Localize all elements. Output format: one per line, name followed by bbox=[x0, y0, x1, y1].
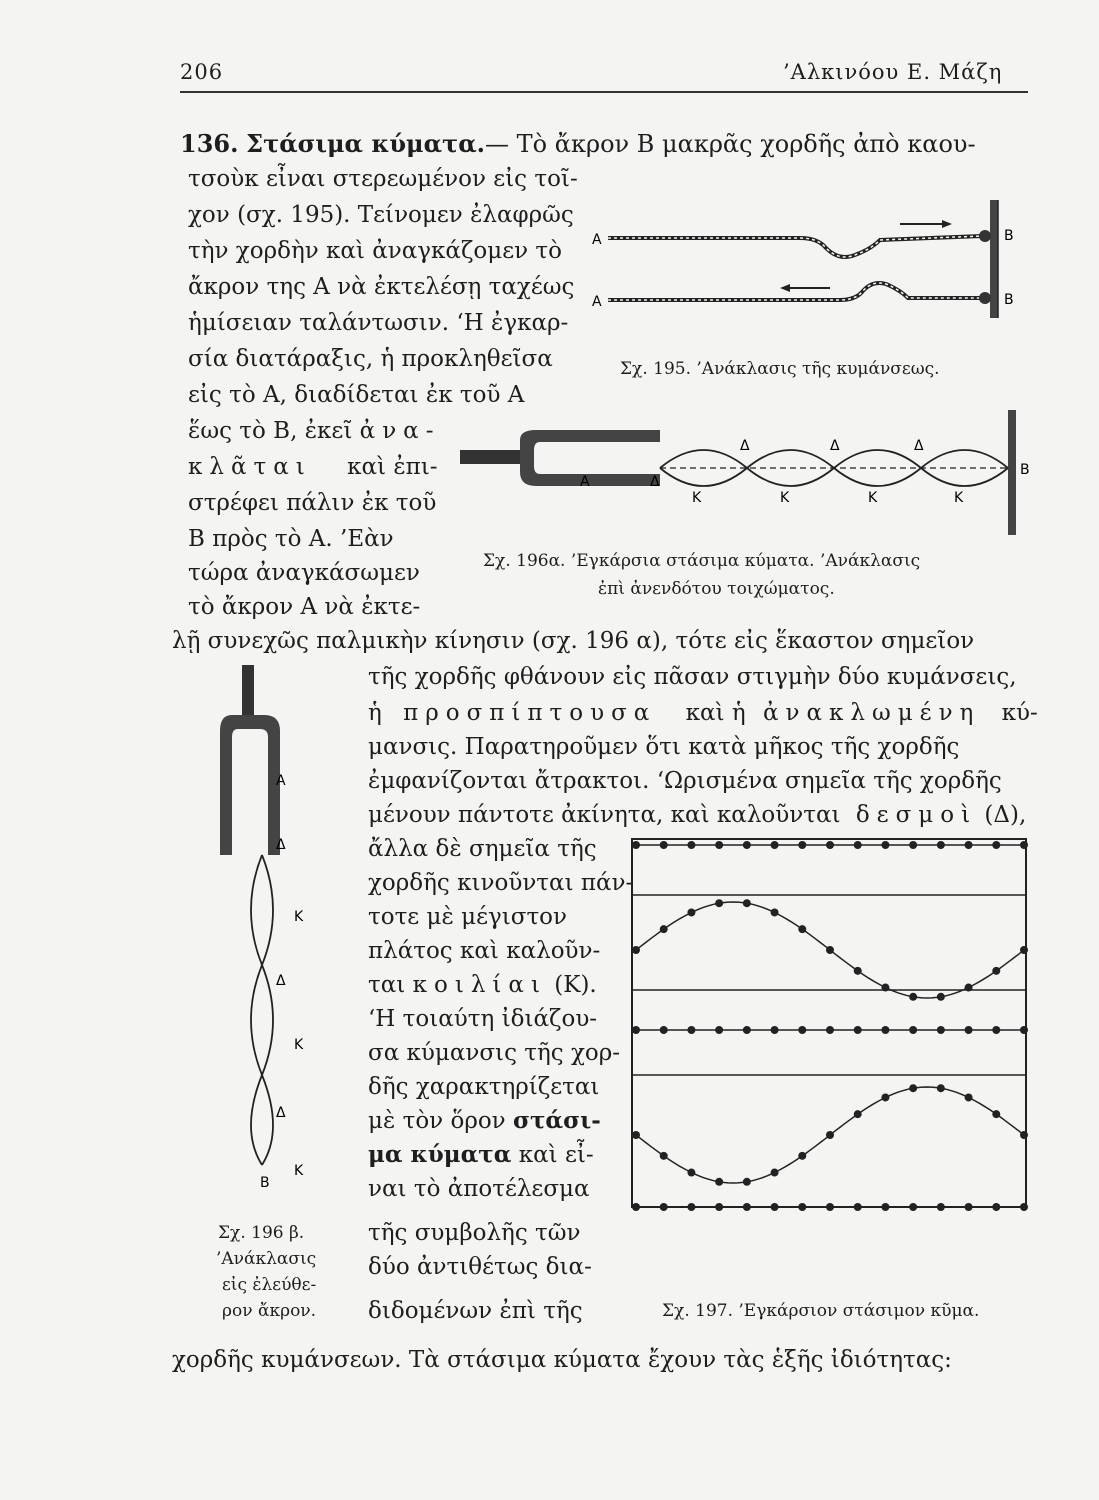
bead bbox=[992, 967, 1000, 975]
bead bbox=[798, 841, 806, 849]
tuning-fork-prongs bbox=[220, 715, 280, 855]
body-line: τοτε μὲ μέγιστον bbox=[368, 904, 568, 930]
bead bbox=[909, 1203, 917, 1211]
body-line: σα κύμανσις τῆς χορ- bbox=[368, 1040, 621, 1066]
body-text: κύ- bbox=[1001, 700, 1038, 726]
figure-197 bbox=[628, 835, 1033, 1215]
body-line: ἄλλα δὲ σημεῖα τῆς bbox=[368, 836, 597, 862]
bead bbox=[881, 841, 889, 849]
body-line: διδομένων ἐπὶ τῆς bbox=[368, 1298, 583, 1324]
body-line: Τὸ ἄκρον Β μακρᾶς χορδῆς ἀπὸ καου- bbox=[516, 130, 976, 158]
body-line: ναι τὸ ἀποτέλεσμα bbox=[368, 1176, 590, 1202]
bead bbox=[632, 1203, 640, 1211]
body-text: μὲ τὸν ὅρον bbox=[368, 1108, 506, 1134]
bead bbox=[1020, 946, 1028, 954]
bead bbox=[992, 841, 1000, 849]
body-line: τώρα ἀναγκάσωμεν bbox=[188, 560, 420, 586]
bead bbox=[937, 1203, 945, 1211]
bold-term: στάσι- bbox=[512, 1107, 601, 1134]
arrow-left-icon bbox=[780, 284, 790, 292]
label-node: Δ bbox=[276, 973, 286, 989]
body-line bbox=[368, 1106, 601, 1136]
bead bbox=[937, 993, 945, 1001]
body-line: χορδῆς κυμάνσεων. Τὰ στάσιμα κύματα ἔχουν τὰς ἑξῆς ἰδιότητας: bbox=[172, 1347, 952, 1373]
body-line bbox=[368, 698, 1038, 728]
label-b: Β bbox=[260, 1175, 270, 1191]
bead bbox=[1020, 1026, 1028, 1034]
figure-195 bbox=[590, 200, 1030, 330]
body-line: τσοὺκ εἶναι στερεωμένον εἰς τοῖ- bbox=[188, 166, 578, 192]
bead bbox=[881, 1026, 889, 1034]
label-antinode: Κ bbox=[954, 490, 964, 506]
body-line: ‘Η τοιαύτη ἰδιάζου- bbox=[368, 1006, 598, 1032]
bead bbox=[798, 925, 806, 933]
label-antinode: Κ bbox=[294, 1037, 304, 1053]
label-node: Δ bbox=[650, 474, 660, 490]
label-antinode: Κ bbox=[780, 490, 790, 506]
bead bbox=[632, 1026, 640, 1034]
body-text: (Δ), bbox=[984, 802, 1027, 828]
body-line: λῇ συνεχῶς παλμικὴν κίνησιν (σχ. 196 α), τότε εἰς ἕκαστον σημεῖον bbox=[172, 628, 975, 654]
bead bbox=[687, 1169, 695, 1177]
label-a: Α bbox=[580, 474, 590, 490]
bead bbox=[715, 841, 723, 849]
figure-196a bbox=[460, 410, 1030, 540]
body-line: τὴν χορδὴν καὶ ἀναγκάζομεν τὸ bbox=[188, 238, 562, 264]
label-antinode: Κ bbox=[294, 1163, 304, 1179]
body-line: στρέφει πάλιν ἐκ τοῦ bbox=[188, 490, 437, 516]
tuning-fork-handle bbox=[242, 665, 254, 715]
bead bbox=[937, 841, 945, 849]
bead bbox=[826, 1203, 834, 1211]
label-node: Δ bbox=[276, 837, 286, 853]
bead bbox=[992, 1203, 1000, 1211]
bead bbox=[881, 984, 889, 992]
bead bbox=[743, 1203, 751, 1211]
caption-fig-196b-line-4: ρον ἄκρον. bbox=[222, 1301, 317, 1321]
bead bbox=[743, 1178, 751, 1186]
bead bbox=[660, 1026, 668, 1034]
label-antinode: Κ bbox=[692, 490, 702, 506]
label-node: Δ bbox=[276, 1105, 286, 1121]
body-line: τῆς χορδῆς φθάνουν εἰς πᾶσαν στιγμὴν δύο κυμάνσεις, bbox=[368, 664, 1017, 690]
bead bbox=[660, 1203, 668, 1211]
bead bbox=[771, 841, 779, 849]
bead bbox=[771, 1203, 779, 1211]
bead bbox=[909, 841, 917, 849]
bead bbox=[771, 908, 779, 916]
bead bbox=[660, 925, 668, 933]
arrow-right-icon bbox=[942, 220, 952, 228]
label-node: Δ bbox=[740, 438, 750, 454]
body-text: μένουν πάντοτε ἀκίνητα, καὶ καλοῦνται bbox=[368, 802, 841, 828]
label-antinode: Κ bbox=[294, 909, 304, 925]
label-node: Δ bbox=[830, 438, 840, 454]
bead bbox=[854, 1026, 862, 1034]
bead bbox=[965, 1026, 973, 1034]
bead bbox=[687, 841, 695, 849]
bead bbox=[632, 946, 640, 954]
body-line: δύο ἀντιθέτως δια- bbox=[368, 1254, 592, 1280]
rope-upper bbox=[608, 236, 982, 257]
body-line: Β πρὸς τὸ Α. ’Εὰν bbox=[188, 526, 394, 552]
label-node: Δ bbox=[914, 438, 924, 454]
label-b: Β bbox=[1004, 292, 1014, 308]
header-rule bbox=[180, 91, 1028, 93]
bead bbox=[798, 1152, 806, 1160]
standing-wave-envelope bbox=[660, 468, 1008, 486]
bead bbox=[743, 899, 751, 907]
section-title: Στάσιμα κύματα. bbox=[246, 129, 486, 158]
label-a: Α bbox=[592, 294, 602, 310]
running-title: ’Αλκινόου Ε. Μάζη bbox=[783, 60, 1003, 84]
bead bbox=[854, 967, 862, 975]
bead bbox=[1020, 1203, 1028, 1211]
bead bbox=[660, 841, 668, 849]
bead bbox=[715, 1203, 723, 1211]
body-line bbox=[368, 970, 597, 1000]
body-line: ἡμίσειαν ταλάντωσιν. ‘Η ἐγκαρ- bbox=[188, 310, 569, 336]
section-dash: — bbox=[485, 130, 510, 158]
body-line: εἰς τὸ Α, διαδίδεται ἐκ τοῦ Α bbox=[188, 382, 525, 408]
bead bbox=[937, 1026, 945, 1034]
wall bbox=[1008, 410, 1016, 535]
body-text: (Κ). bbox=[554, 972, 597, 998]
bead bbox=[715, 1178, 723, 1186]
body-line bbox=[368, 1140, 594, 1170]
body-line bbox=[368, 800, 1026, 830]
bead bbox=[1020, 841, 1028, 849]
caption-fig-196a-line-2: ἐπὶ ἀνενδότου τοιχώματος. bbox=[598, 579, 835, 599]
caption-fig-195: Σχ. 195. ’Ανάκλασις τῆς κυμάνσεως. bbox=[620, 359, 940, 379]
bead bbox=[687, 1026, 695, 1034]
section-heading-line bbox=[180, 129, 976, 159]
body-line: ἄκρον της Α νὰ ἐκτελέσῃ ταχέως bbox=[188, 274, 575, 300]
spaced-text: ἀνακλωμένη bbox=[762, 700, 981, 726]
spaced-text: ἡ προσπίπτουσα bbox=[368, 700, 657, 726]
wall bbox=[990, 200, 998, 318]
label-a: Α bbox=[592, 232, 602, 248]
bead bbox=[937, 1084, 945, 1092]
bead bbox=[743, 841, 751, 849]
bead bbox=[632, 1131, 640, 1139]
caption-fig-196b-line-1: Σχ. 196 β. bbox=[218, 1223, 305, 1243]
body-line: ἐμφανίζονται ἄτρακτοι. ‘Ωρισμένα σημεῖα τῆς χορδῆς bbox=[368, 768, 1002, 794]
spaced-text: κοιλίαι bbox=[412, 972, 547, 998]
bead bbox=[771, 1169, 779, 1177]
bead bbox=[632, 841, 640, 849]
bead bbox=[965, 841, 973, 849]
bold-term: μα κύματα bbox=[368, 1141, 512, 1168]
caption-fig-196b-line-3: εἰς ἐλεύθε- bbox=[222, 1275, 317, 1295]
bead bbox=[965, 1203, 973, 1211]
body-line: χον (σχ. 195). Τείνομεν ἐλαφρῶς bbox=[188, 202, 574, 228]
body-line: πλάτος καὶ καλοῦν- bbox=[368, 938, 601, 964]
caption-fig-196a-line-1: Σχ. 196α. ’Εγκάρσια στάσιμα κύματα. ’Ανάκλασις bbox=[483, 551, 921, 571]
standing-wave-envelope bbox=[262, 855, 273, 1165]
bead bbox=[909, 993, 917, 1001]
body-line: μανσις. Παρατηροῦμεν ὅτι κατὰ μῆκος τῆς χορδῆς bbox=[368, 734, 960, 760]
bead bbox=[687, 1203, 695, 1211]
bead bbox=[743, 1026, 751, 1034]
body-line: σία διατάραξις, ἡ προκληθεῖσα bbox=[188, 346, 553, 372]
bead bbox=[826, 1131, 834, 1139]
caption-fig-196b-line-2: ’Ανάκλασις bbox=[216, 1249, 317, 1269]
bead bbox=[715, 899, 723, 907]
bead bbox=[965, 984, 973, 992]
bead bbox=[854, 1203, 862, 1211]
bead bbox=[826, 841, 834, 849]
bead bbox=[909, 1026, 917, 1034]
spaced-text: δεσμοὶ bbox=[855, 802, 978, 828]
body-text: καὶ εἶ- bbox=[518, 1142, 594, 1168]
bead bbox=[715, 1026, 723, 1034]
bead bbox=[992, 1026, 1000, 1034]
body-line: τὸ ἄκρον Α νὰ ἐκτε- bbox=[188, 594, 421, 620]
bead bbox=[660, 1152, 668, 1160]
standing-wave-envelope bbox=[251, 855, 262, 1165]
figure-frame bbox=[632, 839, 1026, 1207]
body-line: δῆς χαρακτηρίζεται bbox=[368, 1074, 600, 1100]
caption-fig-197: Σχ. 197. ’Εγκάρσιον στάσιμον κῦμα. bbox=[662, 1301, 980, 1321]
bead bbox=[1020, 1131, 1028, 1139]
bead bbox=[881, 1093, 889, 1101]
tuning-fork-handle bbox=[460, 450, 520, 464]
figure-196b bbox=[210, 665, 320, 1190]
bead bbox=[965, 1093, 973, 1101]
section-number: 136. bbox=[180, 129, 239, 158]
body-text: καὶ ἡ bbox=[685, 700, 746, 726]
label-b: Β bbox=[1020, 462, 1030, 478]
body-line bbox=[188, 452, 438, 482]
body-line: χορδῆς κινοῦνται πάν- bbox=[368, 870, 634, 896]
bead bbox=[992, 1110, 1000, 1118]
bead bbox=[771, 1026, 779, 1034]
bead bbox=[909, 1084, 917, 1092]
body-line bbox=[188, 416, 441, 446]
label-a: Α bbox=[276, 773, 286, 789]
page-number: 206 bbox=[180, 60, 224, 84]
bead bbox=[826, 946, 834, 954]
label-antinode: Κ bbox=[868, 490, 878, 506]
bead bbox=[854, 1110, 862, 1118]
bead bbox=[826, 1026, 834, 1034]
body-text: ἕως τὸ Β, ἐκεῖ bbox=[188, 418, 353, 444]
bead bbox=[798, 1026, 806, 1034]
label-b: Β bbox=[1004, 228, 1014, 244]
body-line: τῆς συμβολῆς τῶν bbox=[368, 1220, 581, 1246]
bead bbox=[854, 841, 862, 849]
tuning-fork-prongs bbox=[520, 430, 660, 486]
spaced-text: κλᾶται bbox=[188, 454, 312, 480]
body-text: καὶ ἐπι- bbox=[347, 454, 438, 480]
bead bbox=[798, 1203, 806, 1211]
bead bbox=[687, 908, 695, 916]
spaced-text: ἀνα- bbox=[359, 418, 441, 444]
bead bbox=[881, 1203, 889, 1211]
body-text: ται bbox=[368, 972, 406, 998]
